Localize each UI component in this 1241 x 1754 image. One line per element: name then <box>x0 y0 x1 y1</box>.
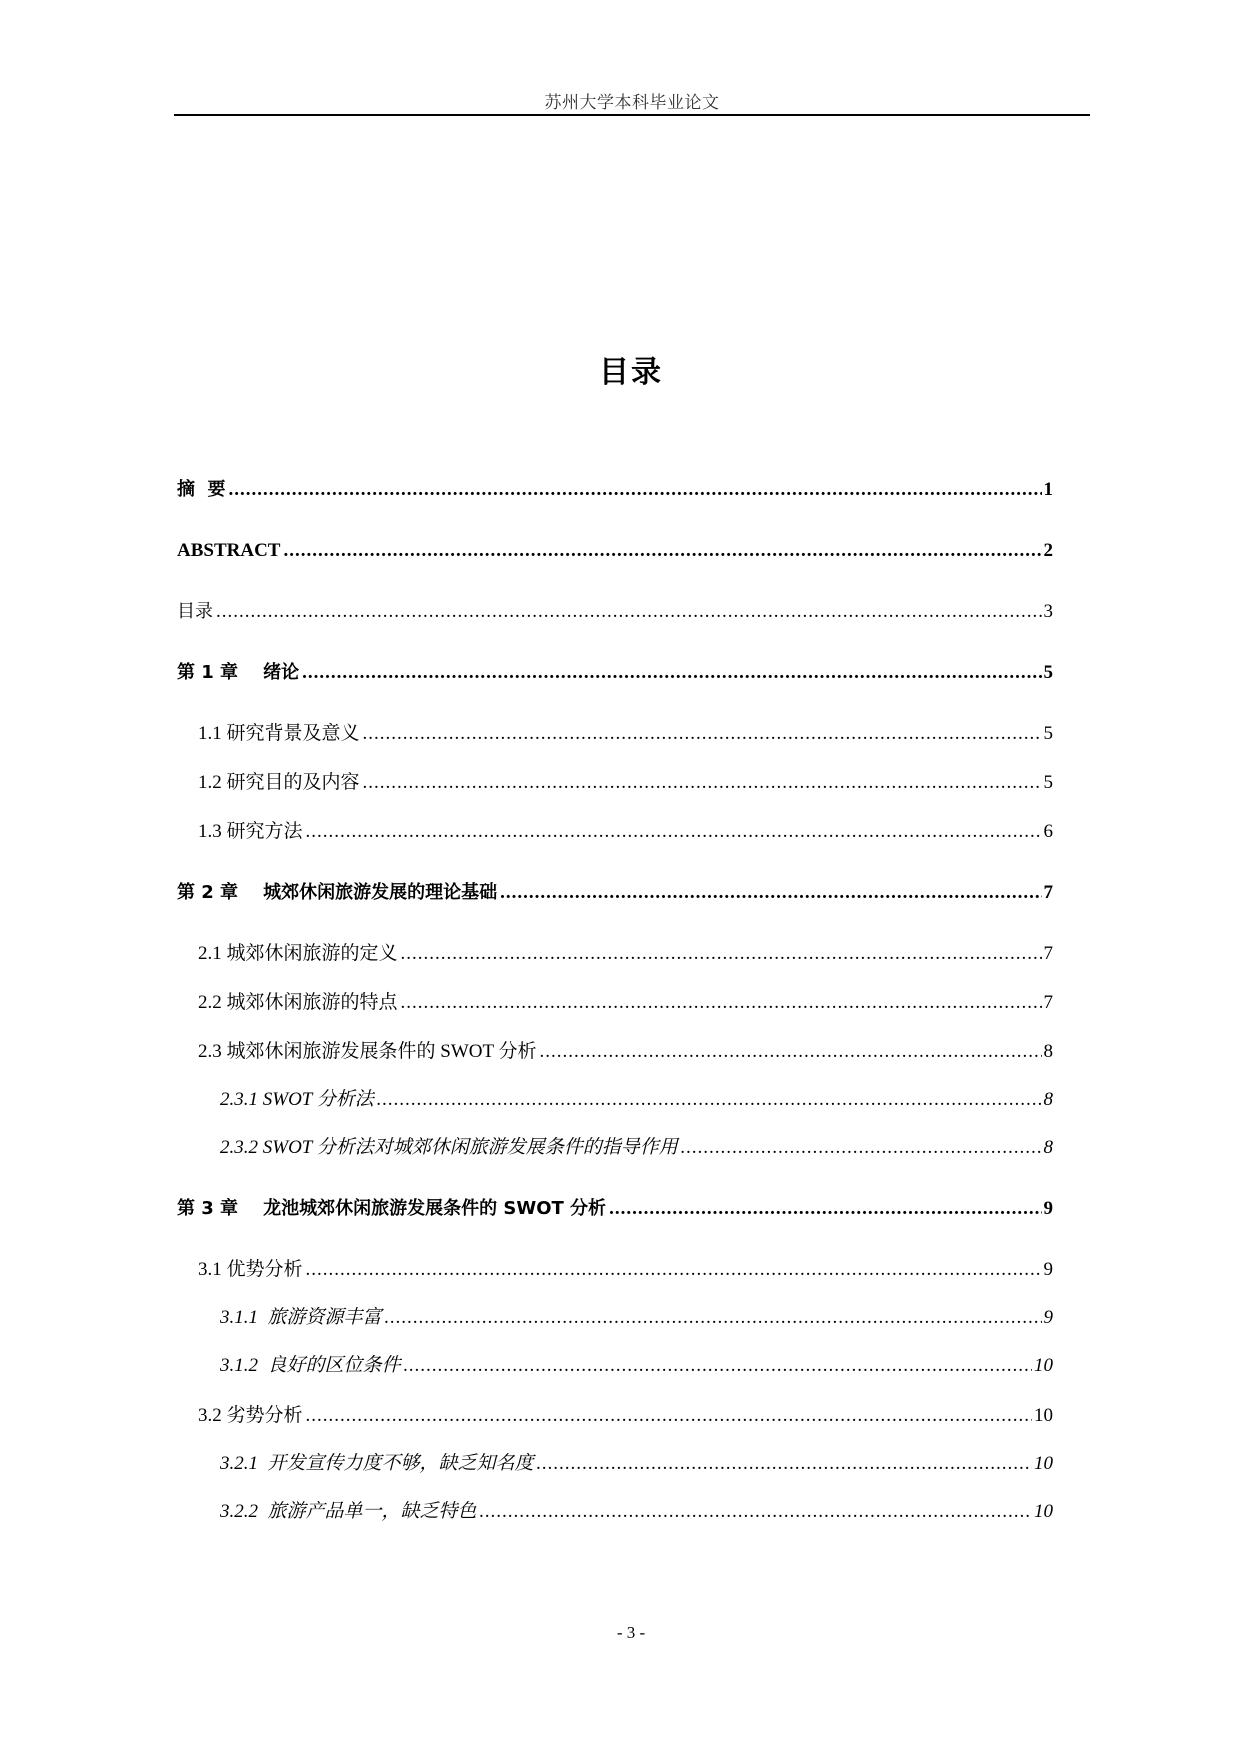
toc-entry-label: 2.1 城郊休闲旅游的定义 <box>198 943 398 964</box>
page-title: 目录 <box>599 355 663 390</box>
toc-leader-dots <box>401 989 1042 1017</box>
toc-entry-3-2-1[interactable] <box>220 1450 1053 1478</box>
toc-leader-dots <box>500 879 1041 907</box>
page-number: - 3 - <box>616 1623 646 1642</box>
toc-entry-label: 3.1 优势分析 <box>198 1259 303 1280</box>
toc-entry-page: 10 <box>1034 1453 1053 1474</box>
toc-entry-page: 3 <box>1043 601 1053 622</box>
toc-leader-dots <box>609 1195 1041 1223</box>
toc-leader-dots <box>377 1086 1042 1114</box>
toc-entry-2-1[interactable] <box>198 940 1053 968</box>
toc-entry-page: 8 <box>1043 1089 1053 1110</box>
toc-entry-page: 8 <box>1043 1041 1053 1062</box>
toc-entry-page: 5 <box>1043 772 1053 793</box>
toc-entry-label: 目录 <box>177 601 213 622</box>
toc-entry-page: 7 <box>1043 882 1053 903</box>
toc-leader-dots <box>306 1256 1042 1284</box>
toc-entry-abstract-en[interactable] <box>177 537 1053 565</box>
toc-entry-label: 2.3.1 SWOT 分析法 <box>220 1089 374 1110</box>
toc-entry-3-1-1[interactable] <box>220 1304 1053 1332</box>
toc-entry-label: 1.1 研究背景及意义 <box>198 723 360 744</box>
toc-leader-dots <box>404 1352 1032 1380</box>
toc-entry-chapter-1[interactable] <box>177 659 1053 687</box>
toc-leader-dots <box>480 1498 1032 1526</box>
toc-entry-3-1-2[interactable] <box>220 1352 1053 1380</box>
toc-leader-dots <box>306 818 1042 846</box>
toc-leader-dots <box>302 659 1041 687</box>
toc-entry-label: ABSTRACT <box>177 540 281 561</box>
toc-leader-dots <box>306 1402 1032 1430</box>
toc-entry-page: 5 <box>1043 662 1053 683</box>
toc-leader-dots <box>363 720 1042 748</box>
toc-entry-label: 第 3 章 龙池城郊休闲旅游发展条件的 SWOT 分析 <box>177 1198 607 1219</box>
toc-entry-label: 3.1.2 良好的区位条件 <box>220 1355 401 1376</box>
header-rule <box>174 114 1090 116</box>
toc-entry-page: 2 <box>1043 540 1053 561</box>
toc-entry-page: 7 <box>1043 943 1053 964</box>
toc-entry-2-3-2[interactable] <box>220 1134 1053 1162</box>
toc-leader-dots <box>229 476 1042 504</box>
toc-entry-3-2[interactable] <box>198 1402 1053 1430</box>
toc-entry-3-2-2[interactable] <box>220 1498 1053 1526</box>
toc-entry-chapter-2[interactable] <box>177 879 1053 907</box>
toc-leader-dots <box>401 940 1042 968</box>
toc-leader-dots <box>537 1450 1032 1478</box>
toc-entry-label: 3.2.2 旅游产品单一，缺乏特色 <box>220 1501 477 1522</box>
toc-entry-label: 3.2.1 开发宣传力度不够，缺乏知名度 <box>220 1453 534 1474</box>
toc-entry-2-2[interactable] <box>198 989 1053 1017</box>
toc-entry-label: 3.2 劣势分析 <box>198 1405 303 1426</box>
running-header: 苏州大学本科毕业论文 <box>544 93 720 112</box>
toc-entry-page: 10 <box>1034 1405 1053 1426</box>
toc-entry-chapter-3[interactable] <box>177 1195 1053 1223</box>
toc-entry-page: 7 <box>1043 992 1053 1013</box>
toc-entry-label: 1.3 研究方法 <box>198 821 303 842</box>
toc-entry-page: 5 <box>1043 723 1053 744</box>
toc-entry-2-3-1[interactable] <box>220 1086 1053 1114</box>
toc-leader-dots <box>363 769 1042 797</box>
toc-entry-1-3[interactable] <box>198 818 1053 846</box>
toc-leader-dots <box>216 598 1042 626</box>
toc-entry-label: 1.2 研究目的及内容 <box>198 772 360 793</box>
toc-entry-label: 2.3.2 SWOT 分析法对城郊休闲旅游发展条件的指导作用 <box>220 1137 678 1158</box>
toc-entry-2-3[interactable] <box>198 1038 1053 1066</box>
toc-leader-dots <box>681 1134 1042 1162</box>
toc-entry-label: 3.1.1 旅游资源丰富 <box>220 1307 382 1328</box>
toc-entry-page: 10 <box>1034 1355 1053 1376</box>
toc-entry-page: 9 <box>1043 1198 1053 1219</box>
toc-entry-1-1[interactable] <box>198 720 1053 748</box>
toc-entry-page: 9 <box>1043 1259 1053 1280</box>
toc-entry-1-2[interactable] <box>198 769 1053 797</box>
toc-entry-label: 2.2 城郊休闲旅游的特点 <box>198 992 398 1013</box>
toc-entry-page: 6 <box>1043 821 1053 842</box>
toc-entry-label: 第 2 章 城郊休闲旅游发展的理论基础 <box>177 882 498 903</box>
toc-entry-contents[interactable] <box>177 598 1053 626</box>
toc-leader-dots <box>540 1038 1042 1066</box>
toc-entry-abstract-cn[interactable] <box>177 476 1053 504</box>
toc-entry-page: 8 <box>1043 1137 1053 1158</box>
toc-entry-page: 10 <box>1034 1501 1053 1522</box>
toc-entry-label: 摘 要 <box>177 479 226 500</box>
toc-leader-dots <box>283 537 1041 565</box>
toc-entry-page: 9 <box>1043 1307 1053 1328</box>
toc-entry-page: 1 <box>1043 479 1053 500</box>
toc-entry-label: 第 1 章 绪论 <box>177 662 300 683</box>
toc-entry-label: 2.3 城郊休闲旅游发展条件的 SWOT 分析 <box>198 1041 537 1062</box>
toc-leader-dots <box>385 1304 1042 1332</box>
toc-entry-3-1[interactable] <box>198 1256 1053 1284</box>
